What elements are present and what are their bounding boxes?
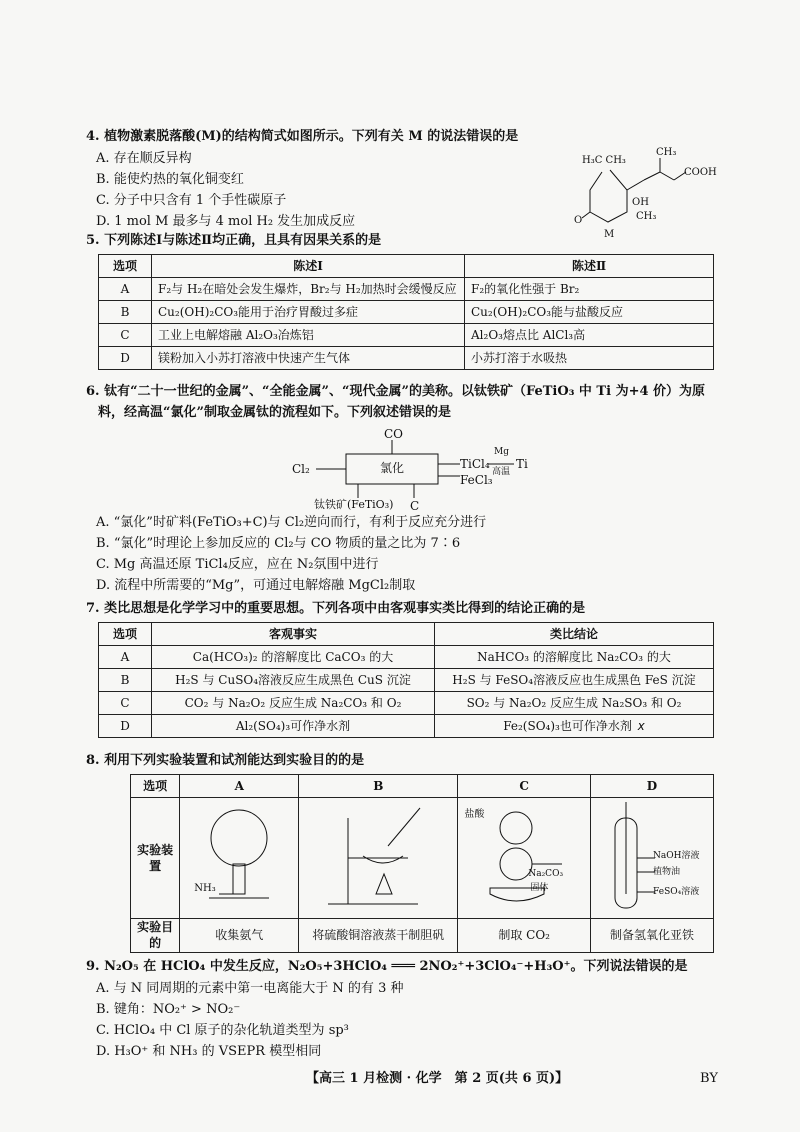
q7-row-c-conclusion: SO₂ 与 Na₂O₂ 反应生成 Na₂SO₃ 和 O₂	[435, 692, 714, 715]
q6-option-d: D. 流程中所需要的“Mg”，可通过电解熔融 MgCl₂制取	[96, 578, 416, 593]
q5-row-b-option: B	[99, 301, 152, 324]
flow-mg: Mg	[494, 447, 509, 457]
q7-row-a-fact: Ca(HCO₃)₂ 的溶解度比 CaCO₃ 的大	[152, 646, 435, 669]
flow-c: C	[410, 499, 420, 513]
table-row	[99, 715, 714, 738]
q7-row-d-conclusion	[435, 715, 714, 738]
q5-row-a-statement1: F₂与 H₂在暗处会发生爆炸，Br₂与 H₂加热时会缓慢反应	[152, 278, 465, 301]
flow-ti: Ti	[516, 457, 528, 471]
q7-row-b-fact: H₂S 与 CuSO₄溶液反应生成黑色 CuS 沉淀	[152, 669, 435, 692]
q8-stem: 8. 利用下列实验装置和试剂能达到实验目的的是	[86, 753, 365, 768]
q7-row-b-conclusion: H₂S 与 FeSO₄溶液反应也生成黑色 FeS 沉淀	[435, 669, 714, 692]
q8-header-d: D	[591, 775, 714, 798]
table-row	[99, 692, 714, 715]
q5-header-option: 选项	[99, 255, 152, 278]
q6-stem-line2: 料，经高温“氯化”制取金属钛的流程如下。下列叙述错误的是	[98, 405, 451, 420]
flow-box-label: 氯化	[380, 461, 405, 475]
apparatus-a	[180, 798, 299, 919]
q7-row-d-fact: Al₂(SO₄)₃可作净水剂	[152, 715, 435, 738]
q8-header-a: A	[180, 775, 299, 798]
q9-option-a: A. 与 N 同周期的元素中第一电离能大于 N 的有 3 种	[96, 981, 404, 996]
flow-fecl3: FeCl₃	[460, 473, 493, 487]
na2co3-label: Na₂CO₃	[528, 869, 564, 879]
structure-ch3-top: CH₃	[656, 147, 677, 158]
q7-table	[98, 622, 714, 738]
flow-ore: 钛铁矿(FeTiO₃)	[314, 498, 394, 511]
flask-apparatus-icon	[189, 798, 289, 914]
q8-device-label: 实验装置	[131, 798, 180, 919]
q6-option-a: A. “氯化”时矿料(FeTiO₃+C)与 Cl₂逆向而行，有利于反应充分进行	[96, 515, 487, 530]
q5-row-c-option: C	[99, 324, 152, 347]
naoh-label: NaOH溶液	[653, 851, 700, 861]
q9-stem: 9. N₂O₅ 在 HClO₄ 中发生反应，N₂O₅+3HClO₄ ═══ 2NO₂⁺+3ClO₄⁻+H₃O⁺。下列说法错误的是	[86, 959, 688, 974]
solid-label: 固体	[530, 883, 549, 893]
q5-row-d-option: D	[99, 347, 152, 370]
q5-stem: 5. 下列陈述Ⅰ与陈述Ⅱ均正确，且具有因果关系的是	[86, 233, 382, 248]
table-row	[99, 301, 714, 324]
abscisic-acid-structure	[572, 142, 722, 242]
handwritten-x-mark: x	[637, 718, 645, 733]
apparatus-d	[591, 798, 714, 919]
structure-oh: OH	[632, 197, 649, 208]
q7-row-c-fact: CO₂ 与 Na₂O₂ 反应生成 Na₂CO₃ 和 O₂	[152, 692, 435, 715]
q6-stem-line1: 6. 钛有“二十一世纪的金属”、“全能金属”、“现代金属”的美称。以钛铁矿（FeTiO₃ 中 Ti 为+4 价）为原	[86, 384, 706, 399]
q4-option-d: D. 1 mol M 最多与 4 mol H₂ 发生加成反应	[96, 214, 356, 229]
q9-option-d: D. H₃O⁺ 和 NH₃ 的 VSEPR 模型相同	[96, 1044, 322, 1059]
apparatus-c	[458, 798, 591, 919]
q5-row-d-statement2: 小苏打溶于水吸热	[465, 347, 714, 370]
q5-row-c-statement1: 工业上电解熔融 Al₂O₃冶炼铝	[152, 324, 465, 347]
table-row	[99, 669, 714, 692]
q8-header-b: B	[299, 775, 458, 798]
table-row	[99, 278, 714, 301]
flow-gaowen: 高温	[492, 467, 511, 477]
q7-row-d-conclusion-text: Fe₂(SO₄)₃也可作净水剂	[503, 718, 632, 733]
q7-row-b-option: B	[99, 669, 152, 692]
q8-purpose-b: 将硫酸铜溶液蒸干制胆矾	[299, 919, 458, 952]
structure-ch3-bottom: CH₃	[636, 211, 657, 222]
q5-row-b-statement2: Cu₂(OH)₂CO₃能与盐酸反应	[465, 301, 714, 324]
q7-row-c-option: C	[99, 692, 152, 715]
q5-row-d-statement1: 镁粉加入小苏打溶液中快速产生气体	[152, 347, 465, 370]
q8-purpose-label: 实验目的	[131, 919, 180, 952]
structure-label-m: M	[604, 229, 615, 240]
nh3-label: NH₃	[194, 883, 216, 894]
q7-stem: 7. 类比思想是化学学习中的重要思想。下列各项中由客观事实类比得到的结论正确的是	[86, 601, 586, 616]
q8-header-c: C	[458, 775, 591, 798]
structure-cooh: COOH	[684, 167, 717, 178]
feso4-label: FeSO₄溶液	[653, 887, 700, 897]
evaporating-dish-icon	[308, 798, 448, 914]
q4-option-b: B. 能使灼热的氧化铜变红	[96, 172, 244, 187]
q6-option-c: C. Mg 高温还原 TiCl₄反应，应在 N₂氛围中进行	[96, 557, 379, 572]
q4-option-a: A. 存在顺反异构	[96, 151, 192, 166]
page-footer: 【高三 1 月检测 · 化学 第 2 页(共 6 页)】	[306, 1071, 569, 1086]
q8-purpose-c: 制取 CO₂	[458, 919, 591, 952]
q5-row-a-statement2: F₂的氧化性强于 Br₂	[465, 278, 714, 301]
page-code: BY	[700, 1071, 718, 1086]
q5-header-statement2: 陈述Ⅱ	[465, 255, 714, 278]
q5-row-c-statement2: Al₂O₃熔点比 AlCl₃高	[465, 324, 714, 347]
q7-header-conclusion: 类比结论	[435, 623, 714, 646]
q6-flow-diagram	[288, 426, 548, 516]
q8-purpose-d: 制备氢氧化亚铁	[591, 919, 714, 952]
q8-purpose-a: 收集氨气	[180, 919, 299, 952]
q9-option-c: C. HClO₄ 中 Cl 原子的杂化轨道类型为 sp³	[96, 1023, 349, 1038]
q7-header-fact: 客观事实	[152, 623, 435, 646]
q5-row-b-statement1: Cu₂(OH)₂CO₃能用于治疗胃酸过多症	[152, 301, 465, 324]
table-row	[99, 324, 714, 347]
hcl-label: 盐酸	[464, 809, 485, 820]
flow-co: CO	[384, 427, 404, 441]
structure-o: O	[574, 215, 583, 226]
q4-option-c: C. 分子中只含有 1 个手性碳原子	[96, 193, 287, 208]
table-row	[99, 646, 714, 669]
oil-label: 植物油	[653, 867, 681, 877]
q5-header-statement1: 陈述Ⅰ	[152, 255, 465, 278]
flow-ticl4: TiCl₄	[460, 457, 490, 471]
q8-header-option: 选项	[131, 775, 180, 798]
q9-option-b: B. 键角：NO₂⁺ > NO₂⁻	[96, 1002, 241, 1017]
q5-row-a-option: A	[99, 278, 152, 301]
q5-table	[98, 254, 714, 370]
flow-cl2: Cl₂	[292, 462, 310, 476]
q7-header-option: 选项	[99, 623, 152, 646]
q7-row-a-option: A	[99, 646, 152, 669]
apparatus-b	[299, 798, 458, 919]
structure-h3c-ch3: H₃C CH₃	[582, 155, 626, 166]
q7-row-d-option: D	[99, 715, 152, 738]
q6-option-b: B. “氯化”时理论上参加反应的 Cl₂与 CO 物质的量之比为 7∶6	[96, 536, 461, 551]
q4-stem: 4. 植物激素脱落酸(M)的结构简式如图所示。下列有关 M 的说法错误的是	[86, 129, 519, 144]
table-row	[99, 347, 714, 370]
q7-row-a-conclusion: NaHCO₃ 的溶解度比 Na₂CO₃ 的大	[435, 646, 714, 669]
q8-table	[130, 774, 714, 953]
